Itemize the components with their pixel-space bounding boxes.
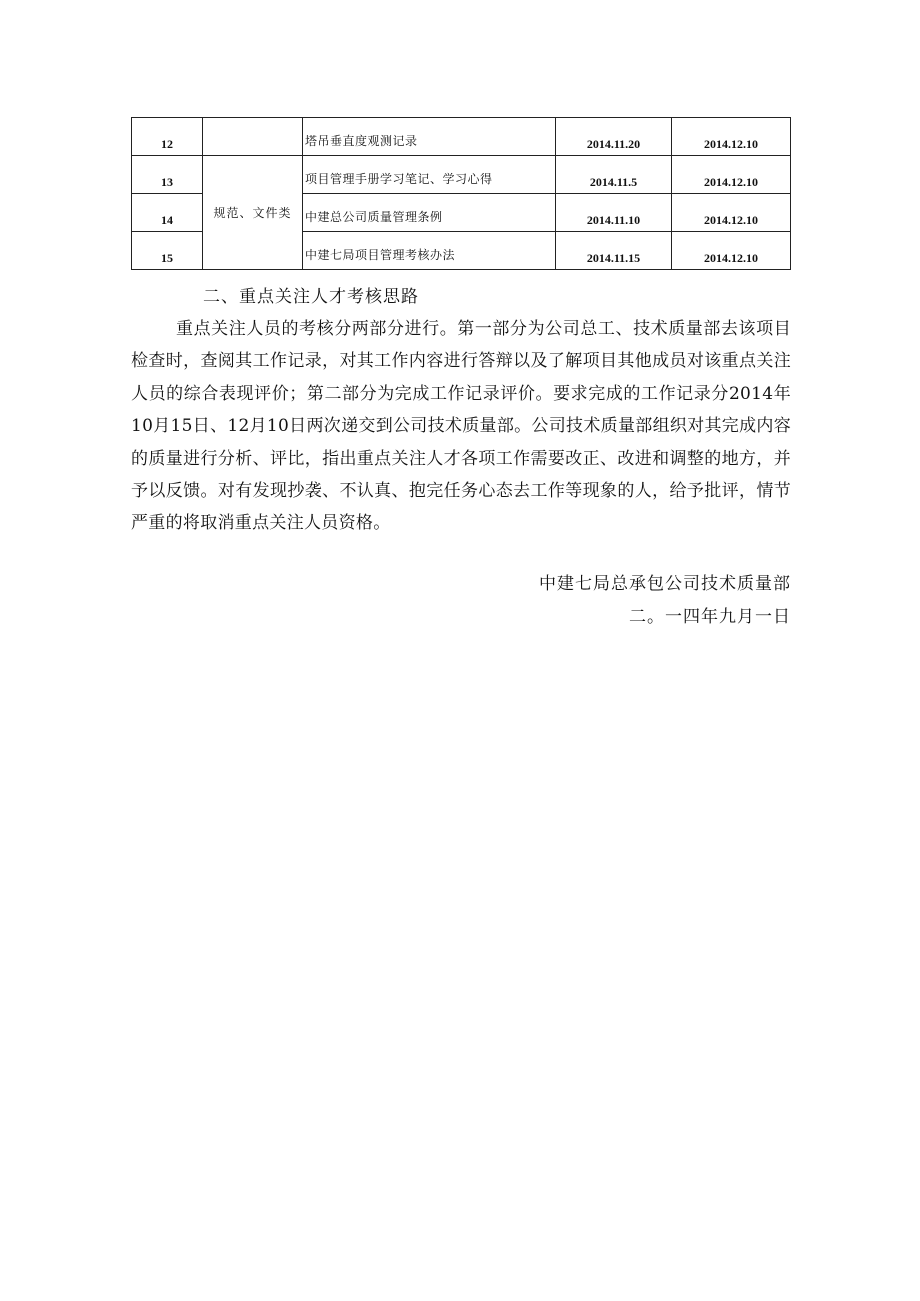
record-name: 项目管理手册学习笔记、学习心得 [303,156,556,194]
start-date: 2014.11.10 [556,194,672,232]
start-date: 2014.11.20 [556,118,672,156]
record-name: 中建总公司质量管理条例 [303,194,556,232]
record-name: 中建七局项目管理考核办法 [303,232,556,270]
row-number: 12 [132,118,203,156]
record-name: 塔吊垂直度观测记录 [303,118,556,156]
work-records-table [131,117,791,270]
row-number: 14 [132,194,203,232]
section-heading: 二、重点关注人才考核思路 [203,287,419,307]
end-date: 2014.12.10 [672,194,791,232]
signature-organization: 中建七局总承包公司技术质量部 [539,574,791,594]
start-date: 2014.11.5 [556,156,672,194]
signature-date: 二。一四年九月一日 [629,607,791,627]
table-row [132,118,791,156]
end-date: 2014.12.10 [672,156,791,194]
category-cell: 规范、文件类 [203,156,303,270]
table-row [132,156,791,194]
end-date: 2014.12.10 [672,118,791,156]
body-paragraph: 重点关注人员的考核分两部分进行。第一部分为公司总工、技术质量部去该项目检查时，查阅其工作记录，对其工作内容进行答辩以及了解项目其他成员对该重点关注人员的综合表现评价；第二部分为完成工作记录评价。要求完成的工作记录分2014年10月15日、12月10日两次递交到公司技术质量部。公司技术质量部组织对其完成内容的质量进行分析、评比，指出重点关注人才各项工作需要改正、改进和调整的地方，并予以反馈。对有发现抄袭、不认真、抱完任务心态去工作等现象的人，给予批评，情节严重的将取消重点关注人员资格。 [131,319,791,534]
row-number: 15 [132,232,203,270]
row-number: 13 [132,156,203,194]
start-date: 2014.11.15 [556,232,672,270]
end-date: 2014.12.10 [672,232,791,270]
category-cell-empty [203,118,303,156]
